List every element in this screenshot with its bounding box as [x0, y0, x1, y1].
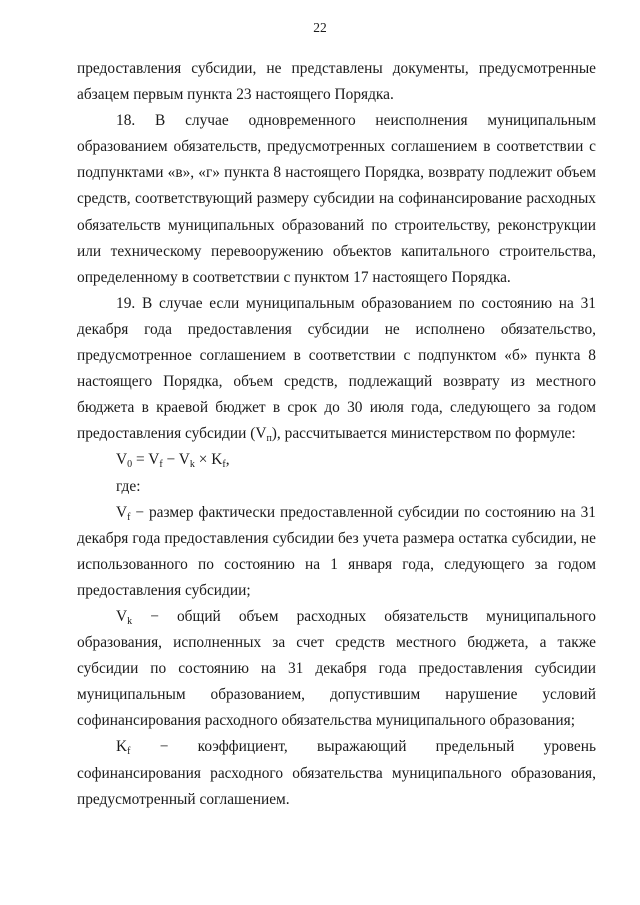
formula-kf-sub: f	[222, 459, 226, 471]
definition-vk-sub: k	[127, 615, 133, 627]
paragraph-continuation: предоставления субсидии, не представлены документы, предусмотренные абзацем первым пункта 23 настоящего Порядка.	[77, 60, 596, 104]
definition-vf-text: − размер фактически предоставленной субсидии по состоянию на 31 декабря года предоставления субсидии без учета размера остатка субсидии, не использованного по состоянию на 1 января года, следующего за годом предоставления субсидии;	[77, 503, 596, 599]
paragraph-18: 18. В случае одновременного неисполнения муниципальным образованием обязательств, предусмотренных соглашением в соответствии с подпунктами «в», «г» пункта 8 настоящего Порядка, возврату подлежит объем средств, соответствующий размеру субсидии на софинансирование расходных обязательств муниципальных образований по строительству, реконструкции или техническому перевооружению объектов капитального строительства, определенному в соответствии с пунктом 17 настоящего Порядка.	[77, 112, 596, 286]
page-number: 22	[313, 20, 327, 35]
definition-kf-symbol: K	[116, 738, 128, 756]
paragraph-19-tail: ), рассчитывается министерством по формуле:	[271, 425, 576, 443]
formula-vf-sub: f	[159, 459, 163, 471]
formula-vk-sub: k	[189, 459, 195, 471]
definition-vf-sub: f	[127, 511, 131, 523]
paragraph-19-text: 19. В случае если муниципальным образованием по состоянию на 31 декабря года предоставления субсидии не исполнено обязательство, предусмотренное соглашением в соответствии с подпунктом «б» пункта 8 настоящего Порядка, объем средств, подлежащий возврату из местного бюджета в краевой бюджет в срок до 30 июля года, следующего за годом предоставления субсидии (V	[77, 294, 596, 443]
definition-kf-sub: f	[127, 746, 131, 758]
document-body	[77, 56, 596, 813]
subscript-n: п	[266, 433, 272, 445]
formula-vf: = V	[132, 451, 160, 469]
formula-vk: − V	[162, 451, 190, 469]
formula-v0-sub: 0	[127, 459, 133, 471]
definition-vk-symbol: V	[116, 607, 128, 625]
definition-vf	[77, 500, 596, 604]
paragraph-19	[77, 291, 596, 448]
formula-end: ,	[225, 451, 230, 469]
definition-vk	[77, 604, 596, 734]
definition-kf	[77, 734, 596, 812]
formula	[77, 447, 596, 473]
formula-v0: V	[116, 451, 128, 469]
definition-vk-text: − общий объем расходных обязательств муниципального образования, исполненных за счет средств местного бюджета, а также субсидии по состоянию на 31 декабря года предоставления субсидии муниципальным образованием, допустившим нарушение условий софинансирования расходного обязательства муниципального образования;	[77, 607, 596, 730]
where-label: где:	[116, 477, 141, 495]
definition-kf-text: − коэффициент, выражающий предельный уровень софинансирования расходного обязательства муниципального образования, предусмотренный соглашением.	[77, 738, 596, 808]
formula-kf: × K	[194, 451, 223, 469]
definition-vf-symbol: V	[116, 503, 128, 521]
